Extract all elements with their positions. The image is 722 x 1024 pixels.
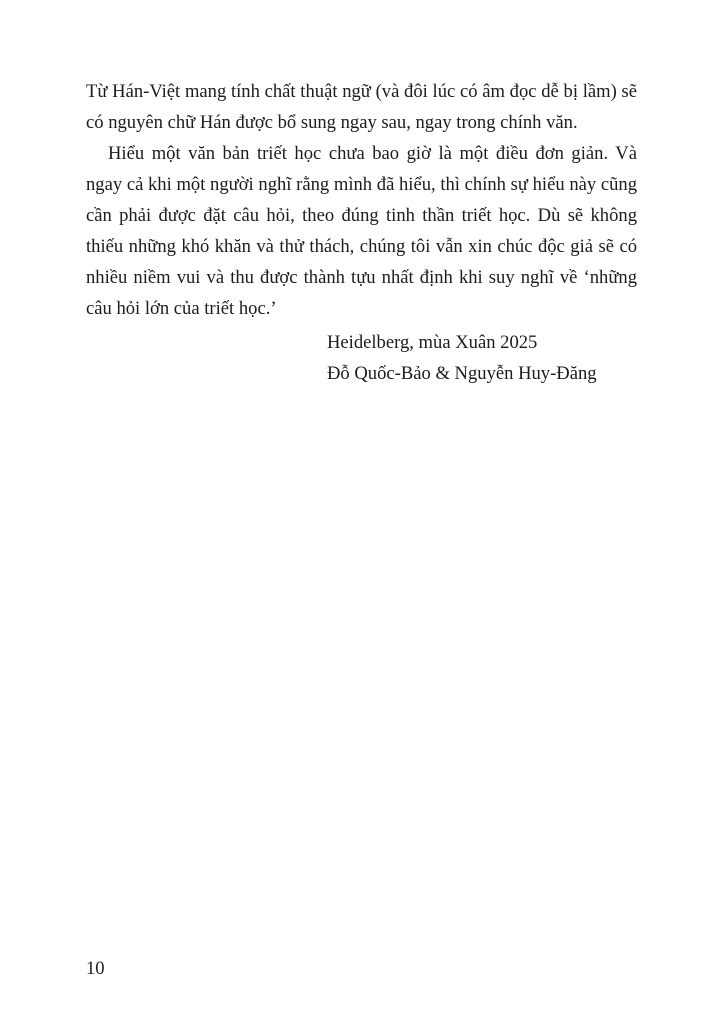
paragraph-han-viet-note: Từ Hán-Việt mang tính chất thuật ngữ (và đôi lúc có âm đọc dễ bị lầm) sẽ có nguyên chữ Hán được bổ sung ngay sau, ngay trong chính văn.: [86, 81, 637, 133]
signature-block: [327, 327, 597, 389]
body-text: [86, 76, 637, 324]
paragraph-closing-wishes: Hiểu một văn bản triết học chưa bao giờ là một điều đơn giản. Và ngay cả khi một người nghĩ rằng mình đã hiểu, thì chính sự hiểu này cũng cần phải được đặt câu hỏi, theo đúng tinh thần triết học. Dù sẽ không thiếu những khó khăn và thử thách, chúng tôi vẫn xin chúc độc giả sẽ có nhiều niềm vui và thu được thành tựu nhất định khi suy nghĩ về ‘những câu hỏi lớn của triết học.’: [86, 143, 637, 319]
page-number: 10: [86, 958, 105, 979]
place-date: Heidelberg, mùa Xuân 2025: [327, 332, 538, 353]
authors: Đỗ Quốc-Bảo & Nguyễn Huy-Đăng: [327, 363, 597, 384]
